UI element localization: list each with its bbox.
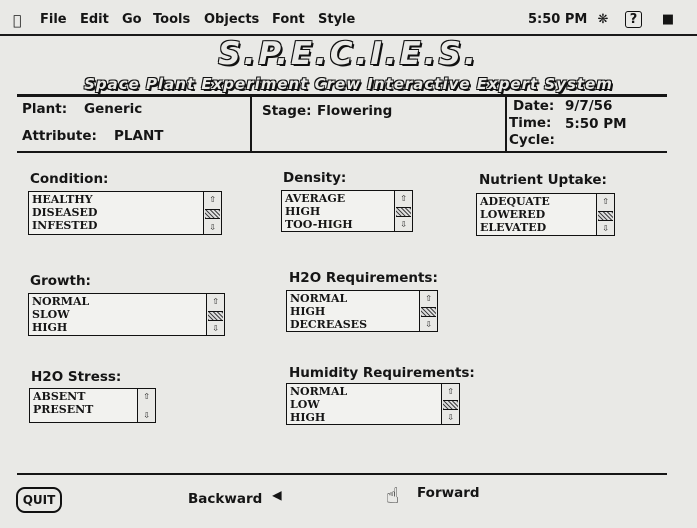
menu-edit[interactable]: Edit	[80, 12, 109, 27]
nutrient-uptake-label: Nutrient Uptake:	[479, 172, 607, 188]
list-item[interactable]: AVERAGE	[285, 192, 346, 205]
list-item[interactable]: DECREASES	[290, 318, 368, 331]
backward-button[interactable]: Backward	[188, 491, 263, 507]
scroll-down-arrow-icon[interactable]: ⇩	[425, 317, 432, 330]
h2o-requirements-label: H2O Requirements:	[289, 270, 438, 286]
app-title: S.P.E.C.I.E.S.	[218, 36, 479, 72]
stage-value: Flowering	[317, 103, 393, 119]
header-divider-bottom	[17, 151, 667, 153]
date-value: 9/7/56	[565, 98, 613, 114]
h2o-stress-list[interactable]	[29, 388, 156, 423]
scroll-thumb[interactable]	[598, 211, 613, 221]
list-item[interactable]: HEALTHY	[32, 193, 93, 206]
quit-button[interactable]: QUIT	[16, 487, 62, 513]
plant-label: Plant:	[22, 101, 68, 117]
list-item[interactable]: NORMAL	[32, 295, 90, 308]
scroll-thumb[interactable]	[208, 311, 223, 321]
date-label: Date:	[513, 98, 555, 114]
menu-style[interactable]: Style	[318, 12, 356, 27]
h2o-requirements-list[interactable]	[286, 290, 438, 332]
humidity-requirements-options	[290, 385, 347, 424]
time-label: Time:	[509, 115, 552, 131]
list-item[interactable]: LOWERED	[480, 208, 546, 221]
menu-clock: 5:50 PM	[528, 12, 588, 27]
scroll-thumb[interactable]	[205, 209, 220, 219]
condition-list[interactable]	[28, 191, 222, 235]
list-item[interactable]: PRESENT	[33, 403, 94, 416]
list-item[interactable]: SLOW	[32, 308, 70, 321]
attribute-label: Attribute:	[22, 128, 97, 144]
help-icon[interactable]: ?	[625, 11, 642, 28]
list-item[interactable]: HIGH	[290, 305, 326, 318]
h2o-stress-options	[33, 390, 93, 416]
list-item[interactable]: HIGH	[290, 411, 326, 424]
humidity-requirements-list[interactable]	[286, 383, 460, 425]
scrollbar[interactable]	[419, 291, 437, 331]
cycle-label: Cycle:	[509, 132, 555, 148]
condition-options	[32, 193, 97, 232]
list-item[interactable]: ABSENT	[33, 390, 86, 403]
list-item[interactable]: HIGH	[32, 321, 68, 334]
list-item[interactable]: DISEASED	[32, 206, 98, 219]
forward-button[interactable]: Forward	[417, 485, 480, 501]
scroll-up-arrow-icon[interactable]: ⇧	[602, 194, 609, 207]
humidity-requirements-label: Humidity Requirements:	[289, 365, 475, 381]
list-item[interactable]: ADEQUATE	[480, 195, 550, 208]
scrollbar[interactable]	[394, 191, 412, 231]
scrollbar[interactable]	[596, 194, 614, 235]
scroll-thumb[interactable]	[421, 307, 436, 317]
scroll-down-arrow-icon[interactable]: ⇩	[400, 217, 407, 230]
scroll-up-arrow-icon[interactable]: ⇧	[212, 294, 219, 307]
list-item[interactable]: ELEVATED	[480, 221, 547, 234]
list-item[interactable]: LOW	[290, 398, 320, 411]
list-item[interactable]: HIGH	[285, 205, 321, 218]
application-menu-icon[interactable]: ❋	[597, 12, 609, 27]
menu-tools[interactable]: Tools	[153, 12, 191, 27]
nutrient-uptake-list[interactable]	[476, 193, 615, 236]
header-divider-left	[250, 96, 252, 152]
header-divider-right	[505, 96, 507, 152]
density-options	[285, 192, 353, 231]
scroll-thumb[interactable]	[443, 400, 458, 410]
list-item[interactable]: NORMAL	[290, 292, 348, 305]
list-item[interactable]: TOO-HIGH	[285, 218, 353, 231]
menu-font[interactable]: Font	[272, 12, 305, 27]
scrollbar[interactable]	[203, 192, 221, 234]
scroll-up-arrow-icon[interactable]: ⇧	[143, 389, 150, 402]
scroll-up-arrow-icon[interactable]: ⇧	[400, 191, 407, 204]
scroll-down-arrow-icon[interactable]: ⇩	[209, 220, 216, 233]
nutrient-uptake-options	[480, 195, 550, 234]
growth-list[interactable]	[28, 293, 225, 336]
scrollbar[interactable]	[206, 294, 224, 335]
density-list[interactable]	[281, 190, 413, 232]
h2o-stress-label: H2O Stress:	[31, 369, 122, 385]
plant-value: Generic	[84, 101, 143, 117]
scrollbar[interactable]	[137, 389, 155, 422]
h2o-requirements-options	[290, 292, 367, 331]
disk-icon[interactable]: ■	[661, 12, 675, 27]
menu-bar	[0, 6, 697, 36]
apple-icon[interactable]	[13, 13, 27, 29]
scroll-down-arrow-icon[interactable]: ⇩	[602, 221, 609, 234]
menu-go[interactable]: Go	[122, 12, 142, 27]
scroll-up-arrow-icon[interactable]: ⇧	[209, 192, 216, 205]
scroll-down-arrow-icon[interactable]: ⇩	[143, 408, 150, 421]
scroll-down-arrow-icon[interactable]: ⇩	[212, 321, 219, 334]
growth-label: Growth:	[30, 273, 91, 289]
density-label: Density:	[283, 170, 347, 186]
pointing-hand-icon[interactable]: ☝	[386, 484, 400, 509]
scrollbar[interactable]	[441, 384, 459, 424]
scroll-down-arrow-icon[interactable]: ⇩	[447, 410, 454, 423]
scroll-thumb[interactable]	[396, 207, 411, 217]
app-subtitle: Space Plant Experiment Crew Interactive Expert System	[84, 75, 613, 93]
list-item[interactable]: INFESTED	[32, 219, 98, 232]
menu-file[interactable]: File	[40, 12, 67, 27]
footer-divider	[17, 473, 667, 475]
menu-objects[interactable]: Objects	[204, 12, 260, 27]
time-value: 5:50 PM	[565, 116, 627, 132]
growth-options	[32, 295, 89, 334]
left-triangle-icon[interactable]: ◀	[272, 485, 282, 504]
scroll-up-arrow-icon[interactable]: ⇧	[425, 291, 432, 304]
stage-label: Stage:	[262, 103, 312, 119]
header-divider-top	[17, 94, 667, 97]
condition-label: Condition:	[30, 171, 109, 187]
attribute-value: PLANT	[114, 128, 164, 144]
list-item[interactable]: NORMAL	[290, 385, 348, 398]
scroll-up-arrow-icon[interactable]: ⇧	[447, 384, 454, 397]
